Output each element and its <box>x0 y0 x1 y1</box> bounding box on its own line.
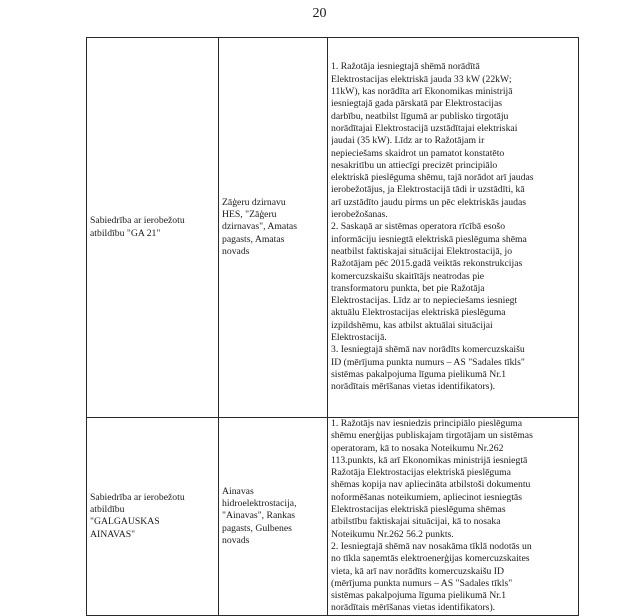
text-line: atbilstību faktiskajai situācijai, kā to nosaka <box>331 516 501 528</box>
text-line: hidroelektrostacija, <box>222 497 297 509</box>
text-line: operatoram, kā to nosaka Noteikumu Nr.262 <box>331 442 504 454</box>
remarks-text <box>331 418 575 615</box>
text-line: darbību, neatbilst līgumā ar publisko tirgotāju <box>331 110 509 122</box>
text-line: dzirnavas", Amatas <box>222 221 297 233</box>
text-line: Ražotājam pēc 2015.gadā veiktās rekonstrukcijas <box>331 258 523 270</box>
company-cell <box>87 418 219 616</box>
text-line: 113.punkts, kā arī Ekonomikas ministrijā iesniegtā <box>331 454 528 466</box>
text-line: noformēšanas noteikumiem, apliecinot iesniegtās <box>331 491 523 503</box>
company-name <box>90 492 215 541</box>
text-line: pagasts, Amatas <box>222 233 285 245</box>
text-line: neatbilst faktiskajai situācijai Elektrostacijā, jo <box>331 245 513 257</box>
text-line: ID (mērījuma punkta numurs – AS "Sadales tīkls" <box>331 356 525 368</box>
document-table <box>86 37 579 616</box>
text-line: jaudai (35 kW). Līdz ar to Ražotājam ir <box>331 135 485 147</box>
text-line: aktuālu Elektrostacijas elektriskā pieslēguma <box>331 307 506 319</box>
plant-location <box>222 197 324 258</box>
text-line: transformatoru punkta, bet pie Ražotāja <box>331 282 485 294</box>
text-line: Noteikumu Nr.262 56.2 punkts. <box>331 528 454 540</box>
text-line: 1. Ražotāja iesniegtajā shēmā norādītā <box>331 61 480 73</box>
text-line: Ražotāja Elektrostacijas elektriskā pieslēguma <box>331 467 511 479</box>
text-line: izpildshēmu, kas atbilst aktuālai situācijai <box>331 319 493 331</box>
text-line: HES, "Zāģeru <box>222 209 277 221</box>
company-cell <box>87 38 219 418</box>
text-line: novads <box>222 245 250 257</box>
text-line: "GALGAUSKAS <box>90 516 160 528</box>
remarks-cell <box>328 38 579 418</box>
text-line: Sabiedrība ar ierobežotu <box>90 215 185 227</box>
text-line: atbildību <box>90 504 125 516</box>
text-line: norādītais mērīšanas vietas identifikators). <box>331 602 496 614</box>
text-line: pagasts, Gulbenes <box>222 522 292 534</box>
text-line: Elektrostacijas. Līdz ar to nepieciešams iesniegt <box>331 295 518 307</box>
text-line: Elektrostacijas elektriskā jauda 33 kW (22kW; <box>331 73 512 85</box>
text-line: norādītajai Elektrostacijā uzstādītajai elektriskai <box>331 122 518 134</box>
text-line: ierobežošanas. <box>331 209 388 221</box>
page-number: 20 <box>312 6 327 21</box>
text-line: informāciju iesniegtā elektriskā pieslēguma shēma <box>331 233 527 245</box>
text-line: (mērījuma punkta numurs – AS "Sadales tīkls" <box>331 577 513 589</box>
text-line: vieta, kā arī nav norādīts komercuzskaišu ID <box>331 565 504 577</box>
text-line: Ainavas <box>222 485 254 497</box>
remarks-text <box>331 61 575 393</box>
text-line: norādītais mērīšanas vietas identifikators). <box>331 381 496 393</box>
table-row <box>87 418 579 616</box>
company-name <box>90 215 215 240</box>
text-line: arī uzstādīto jaudu pirms un pēc elektriskās jaudas <box>331 196 527 208</box>
text-line: Elektrostacijā. <box>331 332 387 344</box>
text-line: Zāģeru dzirnavu <box>222 196 286 208</box>
location-cell <box>219 418 328 616</box>
text-line: Sabiedrība ar ierobežotu <box>90 491 185 503</box>
text-line: ierobežotājus, ja Elektrostacijā tādi ir uzstādīti, kā <box>331 184 525 196</box>
text-line: 2. Saskaņā ar sistēmas operatora rīcībā esošo <box>331 221 506 233</box>
text-line: sistēmas pakalpojuma līguma pielikumā Nr.1 <box>331 368 507 380</box>
text-line: Elektrostacijas elektriskā pieslēguma shēmas <box>331 504 506 516</box>
text-line: atbildību "GA 21" <box>90 227 161 239</box>
text-line: shēmas kopija nav apliecināta atbilstoši dokumentu <box>331 479 531 491</box>
plant-location <box>222 486 324 547</box>
text-line: no tīkla saņemtās elektroenerģijas komercuzskaites <box>331 553 530 565</box>
text-line: "Ainavas", Rankas <box>222 510 296 522</box>
text-line: 2. Iesniegtajā shēmā nav nosakāma tīklā nodotās un <box>331 540 532 552</box>
text-line: iesniegtajā gada pārskatā par Elektrostacijas <box>331 98 503 110</box>
text-line: elektriskā pieslēguma shēmu, tajā norādot arī jaudas <box>331 172 534 184</box>
text-line: AINAVAS" <box>90 528 136 540</box>
text-line: novads <box>222 534 250 546</box>
text-line: shēmu enerģijas publiskajam tirgotājam un sistēmas <box>331 430 533 442</box>
text-line: 11kW), kas norādīta arī Ekonomikas ministrijā <box>331 86 513 98</box>
remarks-cell <box>328 418 579 616</box>
text-line: nesakritību un attiecīgi precizēt principiālo <box>331 159 498 171</box>
table-row <box>87 38 579 418</box>
text-line: komercuzskaišu skaitītājs neatrodas pie <box>331 270 485 282</box>
text-line: 3. Iesniegtajā shēmā nav norādīts komercuzskaišu <box>331 344 525 356</box>
location-cell <box>219 38 328 418</box>
text-line: nepieciešams skaidrot un pamatot konstatēto <box>331 147 505 159</box>
text-line: 1. Ražotājs nav iesniedzis principiālo pieslēguma <box>331 418 523 429</box>
text-line: sistēmas pakalpojuma līguma pielikumā Nr.1 <box>331 590 507 602</box>
